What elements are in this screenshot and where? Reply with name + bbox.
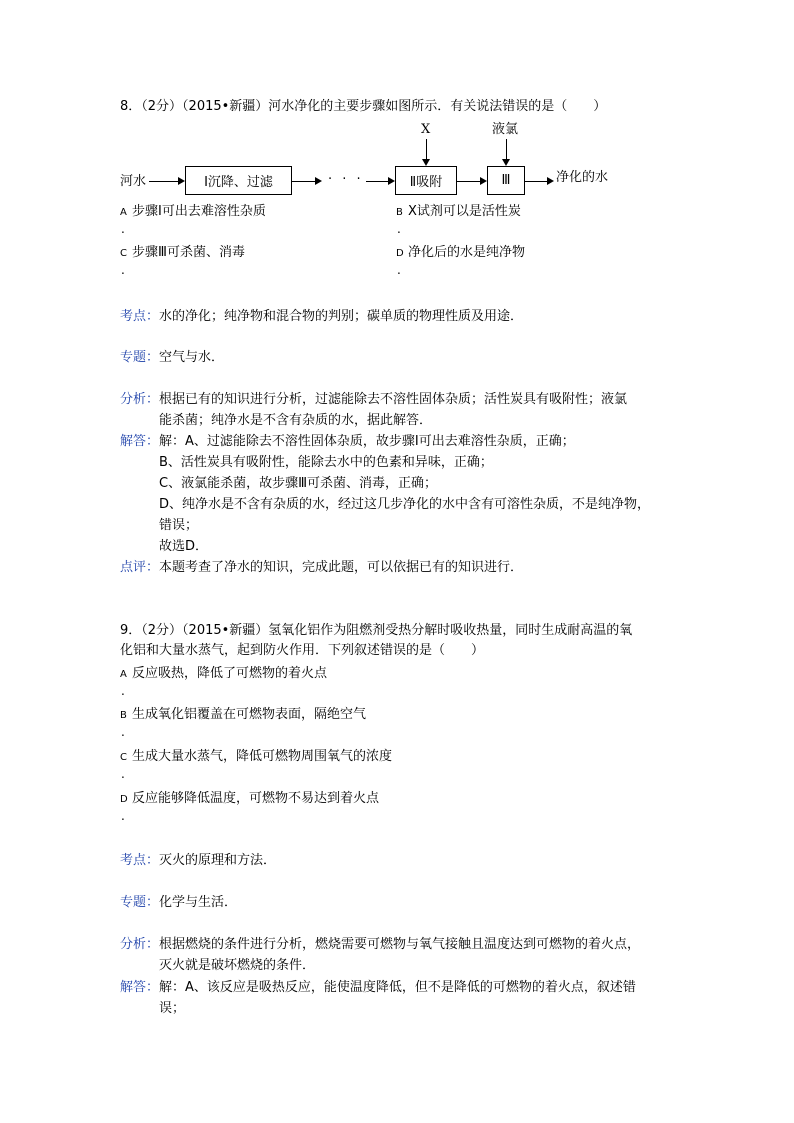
option-letter: A (120, 669, 127, 680)
arrow-line (149, 181, 178, 182)
arrow-head-icon (502, 159, 510, 166)
option-dot: . (397, 222, 401, 236)
q9-stem: 9．（2分）（2015•新疆）氢氧化铝作为阻燃剂受热分解时吸收热量，同时生成耐高温的氧 (120, 623, 633, 638)
option-dot: . (121, 725, 125, 739)
fenxi-line: 灭火就是破坏燃烧的条件． (159, 958, 316, 973)
q9-kaodian (120, 853, 276, 869)
kaodian-label: 考点： (120, 309, 160, 324)
arrow-head-icon (388, 177, 395, 185)
q9-option-c (120, 749, 392, 766)
q9-jieda (120, 980, 636, 996)
diagram-input-chlorine: 液氯 (492, 122, 519, 137)
arrow-head-icon (480, 177, 487, 185)
jieda-line: 解：A、该反应是吸热反应，能使温度降低，但不是降低的可燃物的着火点，叙述错 (159, 980, 636, 995)
q9-zhuanti (120, 895, 237, 911)
jieda-line: C、液氯能杀菌，故步骤Ⅲ可杀菌、消毒，正确； (159, 476, 438, 491)
q9-fenxi (120, 937, 640, 953)
fenxi-line: 根据已有的知识进行分析，过滤能除去不溶性固体杂质；活性炭具有吸附性；液氯 (159, 392, 628, 407)
option-letter: D (396, 248, 404, 259)
option-text: 生成大量水蒸气，降低可燃物周围氧气的浓度 (132, 749, 393, 764)
arrow-line (457, 181, 480, 182)
arrow-head-icon (178, 177, 185, 185)
zhuanti-text: 化学与生活． (159, 895, 238, 910)
jieda-line: 故选D． (159, 539, 209, 554)
arrow-line (292, 181, 315, 182)
kaodian-text: 水的净化；纯净物和混合物的判别；碳单质的物理性质及用途． (159, 309, 524, 324)
option-letter: C (120, 248, 127, 259)
diagram-step1-box (185, 166, 292, 195)
option-text: 步骤Ⅲ可杀菌、消毒 (132, 245, 245, 260)
kaodian-label: 考点： (120, 853, 160, 868)
diagram-input-x: X (421, 122, 431, 137)
q9-option-a (120, 666, 327, 683)
option-text: 反应能够降低温度，可燃物不易达到着火点 (132, 791, 380, 806)
q8-kaodian (120, 309, 523, 325)
fenxi-label: 分析： (120, 937, 160, 952)
q8-option-d (396, 245, 525, 262)
jieda-line: 解：A、过滤能除去不溶性固体杂质，故步骤Ⅰ可出去难溶性杂质，正确； (159, 434, 575, 449)
q8-option-b (396, 204, 521, 221)
option-dot: . (397, 263, 401, 277)
zhuanti-text: 空气与水． (159, 350, 225, 365)
diagram-step2-box (395, 166, 457, 195)
q9-option-d (120, 791, 379, 808)
option-dot: . (121, 809, 125, 823)
diagram-source-label: 河水 (120, 174, 147, 189)
option-letter: D (120, 794, 128, 805)
jieda-line: D、纯净水是不含有杂质的水，经过这几步净化的水中含有可溶性杂质，不是纯净物， (159, 497, 651, 512)
jieda-line: B、活性炭具有吸附性，能除去水中的色素和异味，正确； (159, 455, 493, 470)
diagram-step3-box (487, 166, 525, 195)
option-text: 反应吸热，降低了可燃物的着火点 (132, 666, 328, 681)
zhuanti-label: 专题： (120, 895, 160, 910)
q9-option-b (120, 707, 366, 724)
option-dot: . (121, 222, 125, 236)
option-dot: . (121, 767, 125, 781)
jieda-label: 解答： (120, 980, 160, 995)
zhuanti-label: 专题： (120, 350, 160, 365)
diagram-step3-label: Ⅲ (501, 173, 511, 188)
q9-stem: 化铝和大量水蒸气，起到防火作用．下列叙述错误的是（ ） (120, 643, 485, 658)
option-text: 生成氧化铝覆盖在可燃物表面，隔绝空气 (132, 707, 367, 722)
q8-option-c (120, 245, 245, 262)
option-text: X试剂可以是活性炭 (408, 204, 521, 219)
arrow-head-icon (547, 177, 554, 185)
dianping-label: 点评： (120, 560, 160, 575)
jieda-line: 错误； (159, 518, 199, 533)
arrow-head-icon (422, 159, 430, 166)
diagram-ellipsis: · · · (328, 172, 364, 187)
option-text: 步骤Ⅰ可出去难溶性杂质 (132, 204, 266, 219)
q8-fenxi (120, 392, 627, 408)
arrow-head-icon (315, 177, 322, 185)
q8-dianping (120, 560, 523, 576)
jieda-line: 误； (159, 1001, 186, 1016)
arrow-line (525, 181, 547, 182)
q8-stem: 8．（2分）（2015•新疆）河水净化的主要步骤如图所示．有关说法错误的是（ ） (120, 99, 607, 114)
option-dot: . (121, 684, 125, 698)
jieda-label: 解答： (120, 434, 160, 449)
diagram-step2-label: Ⅱ吸附 (409, 175, 443, 190)
option-letter: A (120, 207, 127, 218)
option-text: 净化后的水是纯净物 (408, 245, 526, 260)
q8-jieda (120, 434, 575, 450)
option-letter: C (120, 752, 127, 763)
option-dot: . (121, 263, 125, 277)
q8-option-a (120, 204, 266, 221)
fenxi-line: 能杀菌；纯净水是不含有杂质的水，据此解答． (159, 413, 433, 428)
fenxi-label: 分析： (120, 392, 160, 407)
q8-zhuanti (120, 350, 224, 366)
fenxi-line: 根据燃烧的条件进行分析，燃烧需要可燃物与氧气接触且温度达到可燃物的着火点， (159, 937, 641, 952)
arrow-line (426, 139, 427, 159)
diagram-step1-label: Ⅰ沉降、过滤 (204, 175, 273, 190)
kaodian-text: 灭火的原理和方法． (159, 853, 277, 868)
diagram-output-label: 净化的水 (556, 170, 609, 185)
dianping-text: 本题考查了净水的知识，完成此题，可以依据已有的知识进行． (159, 560, 524, 575)
option-letter: B (120, 710, 127, 721)
option-letter: B (396, 207, 403, 218)
arrow-line (366, 181, 388, 182)
arrow-line (506, 139, 507, 159)
